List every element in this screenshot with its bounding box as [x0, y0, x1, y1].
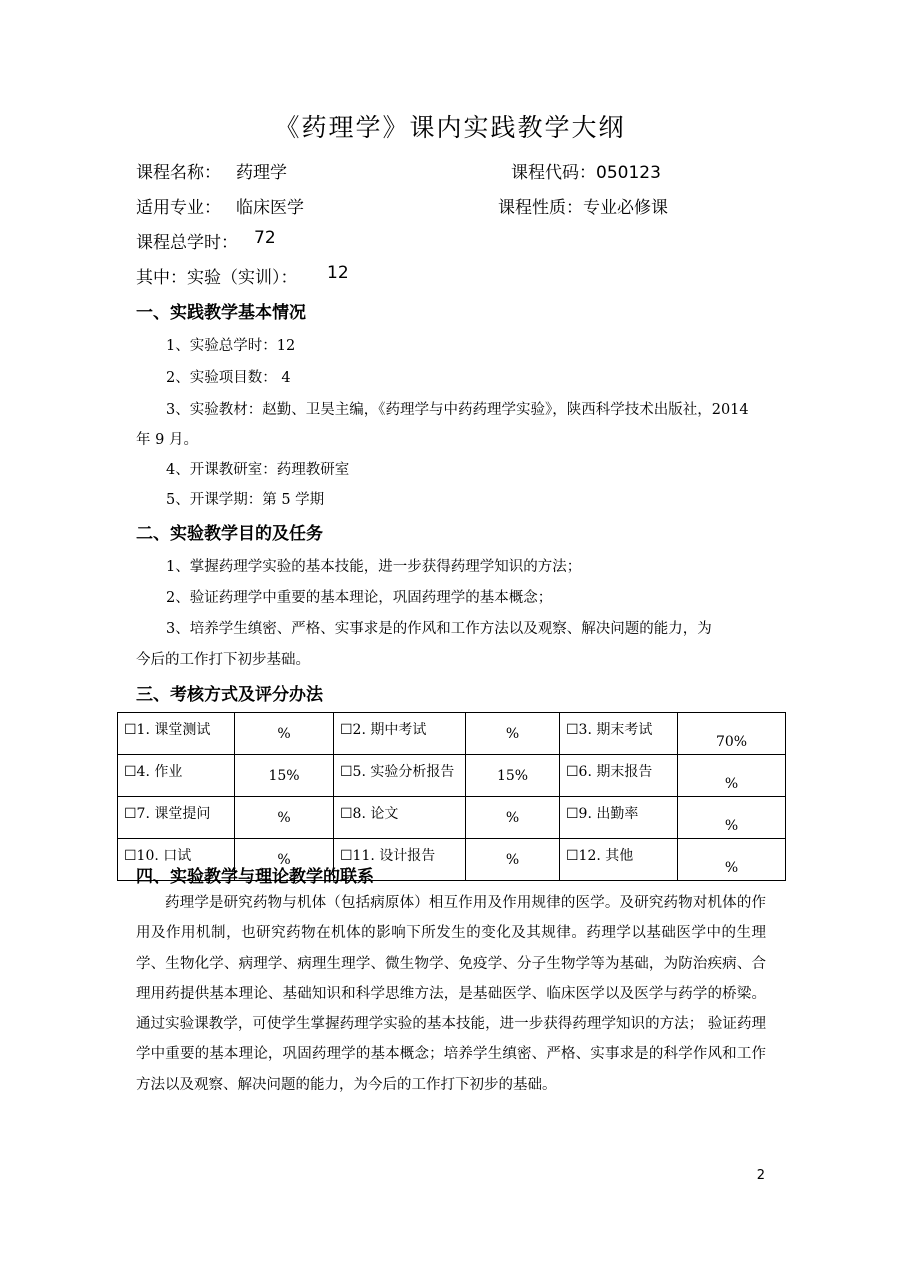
section1-heading: 一、实践教学基本情况 — [136, 303, 306, 323]
table-row — [118, 755, 786, 797]
assessment-percent: % — [466, 797, 560, 839]
section2-heading: 二、实验教学目的及任务 — [136, 524, 323, 544]
section2-item: 1、掌握药理学实验的基本技能，进一步获得药理学知识的方法； — [166, 559, 582, 575]
assessment-label: ☐10. 口试 — [118, 839, 235, 881]
section1-item: 5、开课学期：第 5 学期 — [166, 492, 325, 508]
course-code: 课程代码：050123 — [511, 163, 661, 183]
course-name-label: 课程名称： — [136, 163, 221, 183]
assessment-percent: % — [466, 839, 560, 881]
table-row — [118, 713, 786, 755]
assessment-table — [117, 712, 786, 881]
section1-item: 2、实验项目数： 4 — [166, 370, 291, 386]
section4-heading: 四、实验教学与理论教学的联系 — [136, 867, 374, 887]
course-nature: 课程性质：专业必修课 — [498, 198, 668, 218]
assessment-label: ☐4. 作业 — [118, 755, 235, 797]
assessment-label: ☐1. 课堂测试 — [118, 713, 235, 755]
section4-paragraph: 药理学是研究药物与机体（包括病原体）相互作用及作用规律的医学。及研究药物对机体的作用及作用机制，也研究药物在机体的影响下所发生的变化及其规律。药理学以基础医学中的生理学、生物化学、病理学、病理生理学、微生物学、免疫学、分子生物学等为基础，为防治疾病、合理用药提供基本理论、基础知识和科学思维方法，是基础医学、临床医学以及医学与药学的桥梁。通过实验课教学，可使学生掌握药理学实验的基本技能，进一步获得药理学知识的方法； 验证药理学中重要的基本理论，巩固药理学的基本概念；培养学生缜密、严格、实事求是的科学作风和工作方法以及观察、解决问题的能力，为今后的工作打下初步的基础。 — [136, 895, 766, 1093]
section2-item: 3、培养学生缜密、严格、实事求是的作风和工作方法以及观察、解决问题的能力，为 — [166, 621, 712, 637]
total-hours: 72 — [254, 228, 276, 248]
assessment-label: ☐7. 课堂提问 — [118, 797, 235, 839]
total-hours-label: 课程总学时： — [136, 233, 238, 253]
assessment-percent: 15% — [235, 755, 334, 797]
page-title: 《药理学》课内实践教学大纲 — [274, 113, 626, 142]
table-row — [118, 797, 786, 839]
assessment-percent: % — [235, 839, 334, 881]
page-number: 2 — [756, 1168, 765, 1183]
section1-item: 年 9 月。 — [136, 432, 198, 448]
section1-item: 3、实验教材：赵勤、卫昊主编，《药理学与中药药理学实验》，陕西科学技术出版社，2014 — [166, 402, 749, 418]
major-label: 适用专业： — [136, 198, 221, 218]
assessment-percent: % — [678, 839, 786, 881]
assessment-label: ☐6. 期末报告 — [560, 755, 678, 797]
course-name: 药理学 — [236, 163, 287, 183]
assessment-label: ☐2. 期中考试 — [334, 713, 466, 755]
assessment-label: ☐9. 出勤率 — [560, 797, 678, 839]
assessment-label: ☐11. 设计报告 — [334, 839, 466, 881]
assessment-label: ☐5. 实验分析报告 — [334, 755, 466, 797]
experiment-hours-label: 其中：实验（实训）： — [136, 268, 298, 288]
major: 临床医学 — [236, 198, 304, 218]
section1-item: 1、实验总学时：12 — [166, 338, 296, 354]
assessment-percent: 70% — [678, 713, 786, 755]
assessment-percent: % — [466, 713, 560, 755]
assessment-label: ☐12. 其他 — [560, 839, 678, 881]
assessment-percent: 15% — [466, 755, 560, 797]
section3-heading: 三、考核方式及评分办法 — [136, 685, 323, 705]
section2-item: 2、验证药理学中重要的基本理论，巩固药理学的基本概念； — [166, 590, 553, 606]
section1-item: 4、开课教研室：药理教研室 — [166, 462, 350, 478]
assessment-label: ☐3. 期末考试 — [560, 713, 678, 755]
experiment-hours: 12 — [327, 263, 349, 283]
assessment-percent: % — [678, 755, 786, 797]
assessment-percent: % — [235, 797, 334, 839]
assessment-label: ☐8. 论文 — [334, 797, 466, 839]
assessment-percent: % — [235, 713, 334, 755]
section2-item: 今后的工作打下初步基础。 — [136, 652, 310, 668]
assessment-percent: % — [678, 797, 786, 839]
